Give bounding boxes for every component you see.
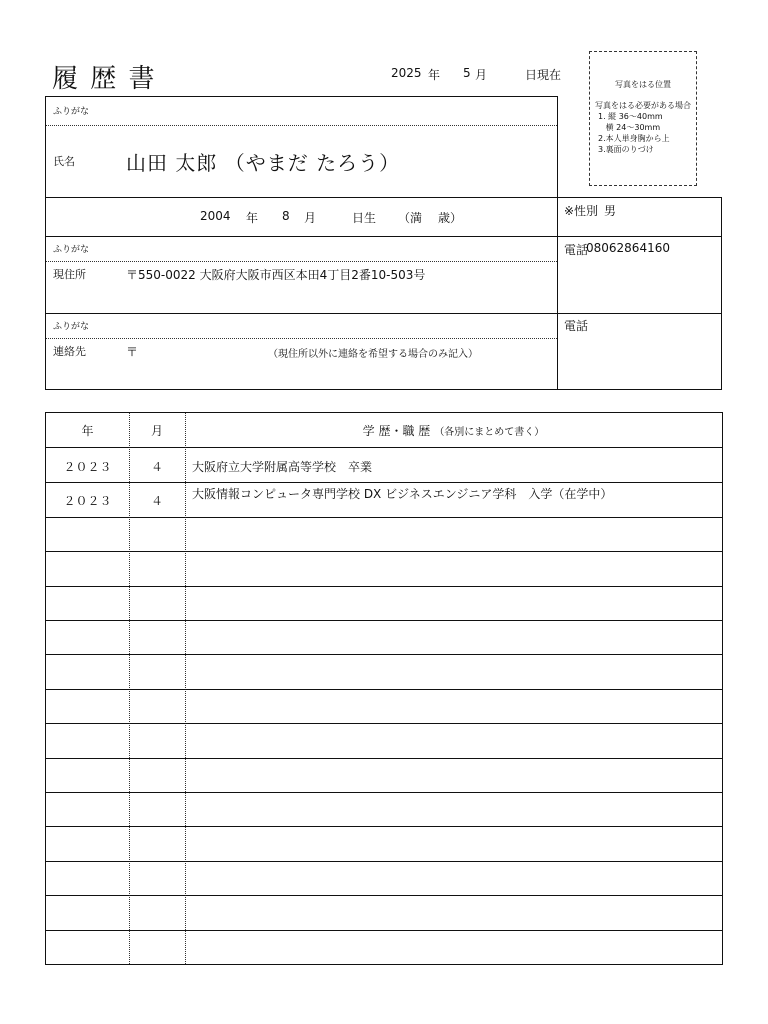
history-row (46, 620, 722, 654)
age-unit: 歳） (438, 211, 463, 225)
photo-line: 横 24～30mm (598, 123, 661, 132)
date-month: 5 (463, 66, 471, 80)
birth-day-unit: 日生 (352, 211, 377, 225)
address-furigana-label: ふりがな (53, 245, 90, 255)
birth-year-unit: 年 (246, 211, 259, 225)
history-row (46, 861, 722, 895)
address-block (45, 236, 722, 390)
gender-label: ※性別 (564, 204, 599, 218)
history-header-month: 月 (150, 424, 163, 438)
history-row (46, 689, 722, 723)
contact-value[interactable]: 〒 (126, 345, 139, 359)
history-cell-content[interactable]: 大阪府立大学附属高等学校 卒業 (192, 460, 373, 474)
date-year: 2025 (391, 66, 422, 80)
history-row (46, 792, 722, 826)
history-row (46, 586, 722, 620)
date-month-unit: 月 (475, 68, 488, 82)
history-row (46, 758, 722, 792)
history-row (46, 482, 722, 516)
photo-line: 3.裏面のりづけ (598, 145, 654, 154)
contact-phone-label: 電話 (564, 319, 589, 333)
birth-year[interactable]: 2004 (200, 209, 231, 223)
history-row (46, 654, 722, 688)
history-row (46, 723, 722, 757)
history-table (45, 412, 723, 965)
history-row (46, 517, 722, 551)
contact-note: （現住所以外に連絡を希望する場合のみ記入） (268, 349, 478, 360)
history-header-note: （各別にまとめて書く） (434, 427, 545, 438)
history-row (46, 895, 722, 929)
photo-placeholder (589, 51, 697, 186)
photo-title: 写真をはる位置 (615, 80, 671, 89)
history-row (46, 448, 722, 482)
name-box (45, 96, 558, 198)
history-header-year: 年 (81, 424, 94, 438)
photo-line: 写真をはる必要がある場合 (595, 101, 691, 110)
history-cell-month[interactable]: ４ (150, 494, 163, 509)
name-value[interactable]: 山田 太郎 （やまだ たろう） (126, 151, 401, 175)
gender-value[interactable]: 男 (604, 204, 617, 218)
history-row (46, 826, 722, 860)
birth-month-unit: 月 (304, 211, 317, 225)
photo-line: 2.本人単身胸から上 (598, 134, 670, 143)
history-cell-year[interactable]: ２０２３ (63, 460, 112, 474)
photo-line: 1. 縦 36～40mm (598, 112, 663, 121)
history-cell-content[interactable]: 大阪情報コンピュータ専門学校 DX ビジネスエンジニア学科 入学（在学中） (192, 487, 613, 502)
age-label: （満 (398, 211, 423, 225)
name-furigana-label: ふりがな (53, 107, 90, 117)
address-value[interactable]: 〒550-0022 大阪府大阪市西区本田4丁目2番10-503号 (126, 268, 426, 282)
address-label: 現住所 (53, 268, 86, 281)
birth-month[interactable]: 8 (282, 209, 290, 223)
birth-row (45, 197, 722, 237)
contact-label: 連絡先 (53, 345, 86, 358)
history-header-content: 学 歴・職 歴 (362, 424, 431, 438)
document-title: 履 歴 書 (52, 64, 157, 94)
name-label: 氏名 (53, 155, 75, 168)
history-row (46, 930, 722, 964)
history-row (46, 551, 722, 585)
contact-furigana-label: ふりがな (53, 322, 90, 332)
date-year-unit: 年 (428, 68, 441, 82)
history-cell-year[interactable]: ２０２３ (63, 494, 112, 509)
address-phone-value[interactable]: 08062864160 (586, 241, 670, 255)
history-cell-month[interactable]: ４ (150, 460, 163, 474)
address-phone-label: 電話 (564, 243, 589, 257)
date-suffix: 日現在 (525, 68, 562, 82)
